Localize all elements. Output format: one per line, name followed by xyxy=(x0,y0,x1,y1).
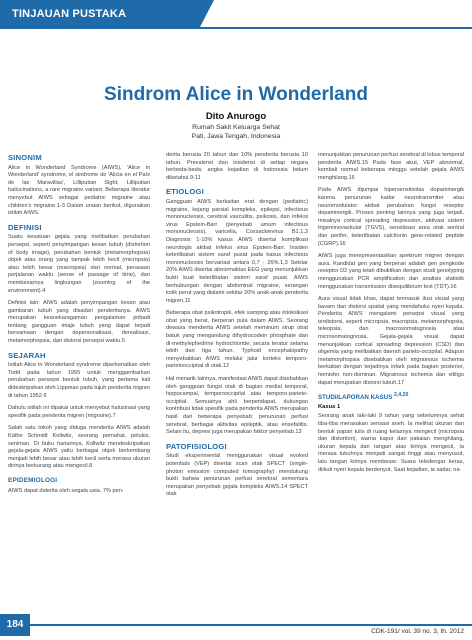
header-rule xyxy=(0,27,472,29)
paragraph: Suatu kesatuan gejala yang melibatkan perubahan persepsi, seperti penyimpangan kesan tubuh (distortion of body image), perubahan bentuk (metamorphopsia) objek atau orang yang tampak lebih kecil (micropsia) atau lebih besar (macropsia) dari normal, perasaan perjalanan waktu (sense of passage of time), dan membesarnya lingkungan (zooming of the environment).4 xyxy=(8,234,150,294)
page-number: 184 xyxy=(0,614,30,636)
heading-studi-kasus-ref: 2,4,20 xyxy=(394,392,409,399)
heading-epidemiologi: EPIDEMIOLOGI xyxy=(8,476,58,484)
heading-sejarah: SEJARAH xyxy=(8,350,46,360)
author-location: Pati, Jawa Tengah, Indonesia xyxy=(191,133,281,140)
paragraph: AIWS juga merepresentasikan spektrum migren dengan aura. Kandidat gen yang berperan adalah gen pengkode reseptor D2 yang telah dibuktikan dengan studi genotyping menggunakan PCR amplification dan analisis statistik menggunakan transmission disequilibrium test (TDT).16 xyxy=(318,253,464,290)
paragraph: Beberapa obat psikotropik, efek samping atau intoksikasi obat yang berat, berperan pula dalam AIWS. Seorang dewasa menderita AIWS setelah meminum sirup obat batuk yang mengandung dihydrocodein phosphate dan dl-methylephedrine hydrochloride; secara teratur selama lebih dari tiga tahun. Typhoid encephalopathy menyebabkan AIWS melalui jalur korteks temporo-parietooccipital di otak.12 xyxy=(166,310,308,370)
paragraph: Aura visual tidak khas, dapat termasuk ilusi visual yang bavam dan distorsi spatial yang mendahului nyeri kepala. Penderita AIWS mengalami persepsi visual yang terdistorsi, seperti micropsia, macropsia, metamorphopsia, teleopsia, dan macrosomatognosia atau microsomatognosia. Gejala-gejala visual dapat menunjukkan cortical spreading depression (CSD) dan oligemia yang melibatkan daerah parieto-occipital. Adapun metamorphopsia disebabkan oleh migrainous ischemia berkaitan dengan terjadinya infark pada bagian posterior, hemisfer non-dominan. Migrainous ischemia dan vitiligo dapat merupakan distorsi tubuh.17 xyxy=(318,296,464,386)
paragraph: AIWS dapat diderita oleh segala usia, 7% pen- xyxy=(8,487,124,494)
author-affiliation: Rumah Sakit Keluarga Sehat xyxy=(192,124,280,131)
heading-kasus-1: Kasus 1 xyxy=(318,403,341,410)
heading-etiologi: ETIOLOGI xyxy=(166,187,204,197)
paragraph: Hal menarik lainnya, manifestasi AIWS dapat disebabkan oleh gangguan fungsi otak di bagian medial temporal, hippocampal, temporooccipital atau temporo-parieto-occipital. Semuanya ahli berpendapat, dukungan kontribusi tidak spesifik pada penderita AIWS merupakan hasil dari beberapa penyebab: penurunan perfusi serebral, berbagai aktivitas epileptik, atau ensefalitis. Selain itu, depresi juga merupakan faktor penyebab.13 xyxy=(166,376,308,436)
article-title: Sindrom Alice in Wonderland xyxy=(104,84,368,105)
paragraph: derita berusia 20 tahun dan 10% penderita berusia 10 tahun. Prevalensi dan insidensi di setiap negara berbeda-beda; angka kejadian di Indonesia belum diketahui.9-11 xyxy=(166,152,308,181)
paragraph: Salah satu tokoh yang diduga menderita AIWS adalah Käthe Schmidt Kollwitz, seorang pemahat, pelukis, seniman. Di buku hariannya, Kollwitz mendeskripsikan gejala-gejala AIWS yaitu berbagai objek berkembang menjadi lebih besar atau lebih kecil serta merasa ukuran dirinya berkurang atau mengecil.8 xyxy=(8,425,150,470)
paragraph: Pada AIWS dijumpai hipersensitivitas dopaminergik karena penurunan kadar neurotransmiter atau neuromodulator akibat perubahan fungsi reseptor dopaminergik. Proses penting lainnya yang juga terjadi, misalnya cortical spreading depression, aktivasi sistem trigeminovaskular (TGVS), sensitisasi area otak sentral dan perifer, keterlibatan calcitonin gene-related peptide (CGRP).16 xyxy=(318,187,464,247)
paragraph: Dahulu istilah ini dipakai untuk menyebut halusinasi yang spesifik pada penderita migren (migraine).7 xyxy=(8,405,150,419)
paragraph: Istilah Alice in Wonderland syndrome diperkenalkan oleh Todd pada tahun 1955 untuk menggambarkan perubahan persepsi bentuk tubuh, yang pertama kali dideskripsikan oleh Lippman pada tujuh penderita migren di tahun 1952.6 xyxy=(8,362,150,399)
paragraph: Gangguan AIWS berkaitan erat dengan (pediatric) migraine, kejang parsial kompleks, epilepsi, infectious mononucleosis, cerebral vasculitis, psikosis, dan infeksi virus Epstein-Barr (penyebab umum infectious mononucleosis), varicella, Coxsackievirus B1.1,3 Diagnosis 1-10% kasus AIWS disertai komplikasi neurologis akibat infeksi virus Epstein-Barr. Insiden keterlibatan sistem saraf pusat pada kasus infectious mononucleosis bervariasi antara 0,7 - 26%.1,3 Sekitar 20% AIWS disertai abnormalitas EEG yang menunjukkan bukti kuat keterlibatan sistem saraf pusat. AIWS berhubungan dengan abdominal migraine, serangan kolik perut yang dialami sekitar 20% anak-anak penderita migren.11 xyxy=(166,198,308,304)
paragraph: Studi eksperimental menggunakan visual evoked potentials (VEP) disertai scan otak SPECT (single-photon emission computed tomography) mendukung bukti bahwa penurunan perfusi serebral sementara merupakan penyebab gejala kompleks AIWS.14 SPECT otak xyxy=(166,453,308,498)
heading-definisi: DEFINISI xyxy=(8,222,42,232)
column-middle xyxy=(166,152,308,504)
heading-sinonim: SINONIM xyxy=(8,153,42,162)
footer-rule xyxy=(30,624,472,626)
section-header-tab xyxy=(0,0,200,27)
paragraph: Alice in Wonderland Syndrome (AIWS), 'Alice in Wonderland' syndrome, el sindrome de 'Alicia en el País de las Maravillas', Lilliputian Sight, Lilliputian hallucinations, a rare migraine variant. Beberapa literatur menyebut AIWS sebagai pediatric migraine atau children's migraine.1-3 Dalam uraian berikut, digunakan istilah AIWS. xyxy=(8,164,150,217)
heading-patofisiologi: PATOFISIOLOGI xyxy=(166,441,227,451)
heading-studi-kasus-text: STUDI/LAPORAN KASUS xyxy=(318,394,393,402)
paragraph: Seorang anak laki-laki 9 tahun yang sebelumnya sehat tiba-tiba merasakan sensasi aneh. Ia melihat ukuran dan bentuk papan tulis di ruang kelasnya mengecil (micropsia dan distortion), warna kapur dan pakaian menghilang, ukuran kepala dan tangan atas kirinya mengecil. Ia merasa tubuhnya menjadi sangat tinggi atau menyusut, lalu tangan kirinya membesar. Suara teledengar keras, diikuti nyeri kepala berdenyut. Saat kejadian, ia sadar, na- xyxy=(318,413,464,473)
paragraph: menunjukkan penurunan perfusi serebral di lobus temporal penderita AIWS.15 Pada fase akut, VEP abnormal, kembali normal beberapa minggu setelah gejala AIWS menghilang.16 xyxy=(318,152,464,181)
paragraph: Definisi lain: AIWS adalah penyimpangan kesan atau gambaran tubuh yang disadari penderitanya. AIWS merupakan keanekaragaman pengalaman pribadi tentang gangguan imaje tubuh yang dapat terjadi bersamaan dengan depersonalisasi, derealisasi, metamorphopsia, dan distorsi persepsi waktu.5 xyxy=(8,300,150,345)
column-left xyxy=(8,152,150,500)
column-right xyxy=(318,152,464,479)
section-label: TINJAUAN PUSTAKA xyxy=(12,8,127,20)
journal-citation: CDK-191/ vol. 39 no. 3, th. 2012 xyxy=(371,628,464,635)
heading-studi-kasus xyxy=(318,392,464,402)
author-name: Dito Anurogo xyxy=(205,111,267,122)
footer xyxy=(0,614,472,640)
